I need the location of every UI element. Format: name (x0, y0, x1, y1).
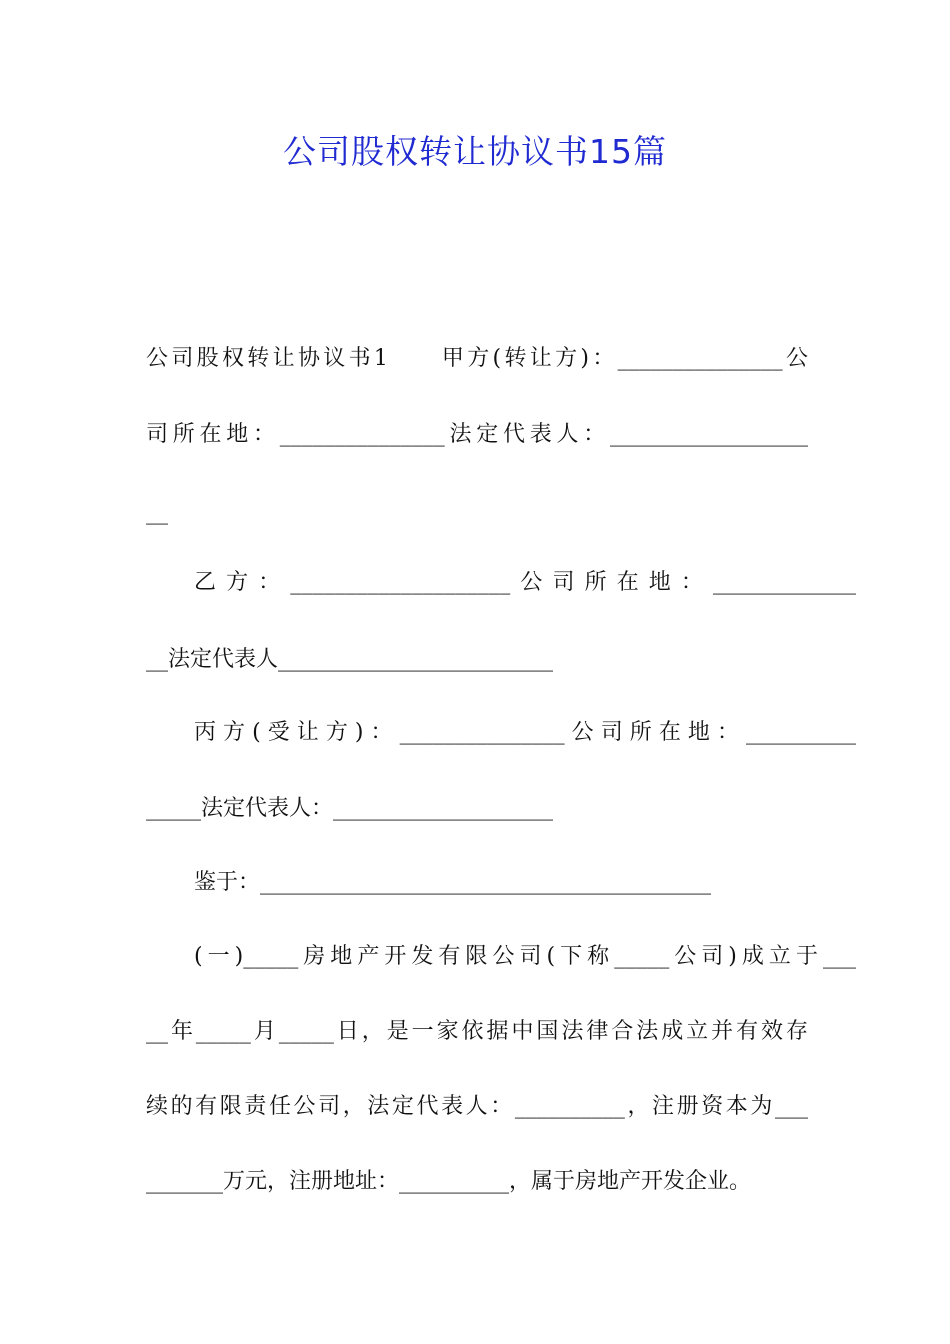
paragraph-line: 乙方：____________________公司所在地：_____________ (194, 570, 856, 595)
paragraph-line: __年_____月_____日，是一家依据中国法律合法成立并有效存 (146, 1019, 808, 1044)
document-title: 公司股权转让协议书15篇 (283, 132, 667, 171)
paragraph-line: 公司股权转让协议书1 甲方(转让方)：_______________公 (146, 346, 808, 371)
paragraph-line: 鉴于：_________________________________________ (194, 870, 712, 895)
paragraph-line: _____法定代表人：____________________ (146, 796, 554, 821)
paragraph-line: __ (146, 500, 168, 525)
paragraph-line: 续的有限责任公司，法定代表人：__________，注册资本为___ (146, 1094, 808, 1119)
paragraph-line: __法定代表人_________________________ (146, 647, 554, 672)
paragraph-line: (一)_____房地产开发有限公司(下称_____公司)成立于___ (194, 944, 856, 969)
paragraph-line: 丙方(受让方)：_______________公司所在地：__________ (194, 720, 856, 745)
paragraph-line: _______万元，注册地址：__________，属于房地产开发企业。 (146, 1169, 752, 1194)
paragraph-line: 司所在地：_______________法定代表人：__________________ (146, 422, 808, 447)
